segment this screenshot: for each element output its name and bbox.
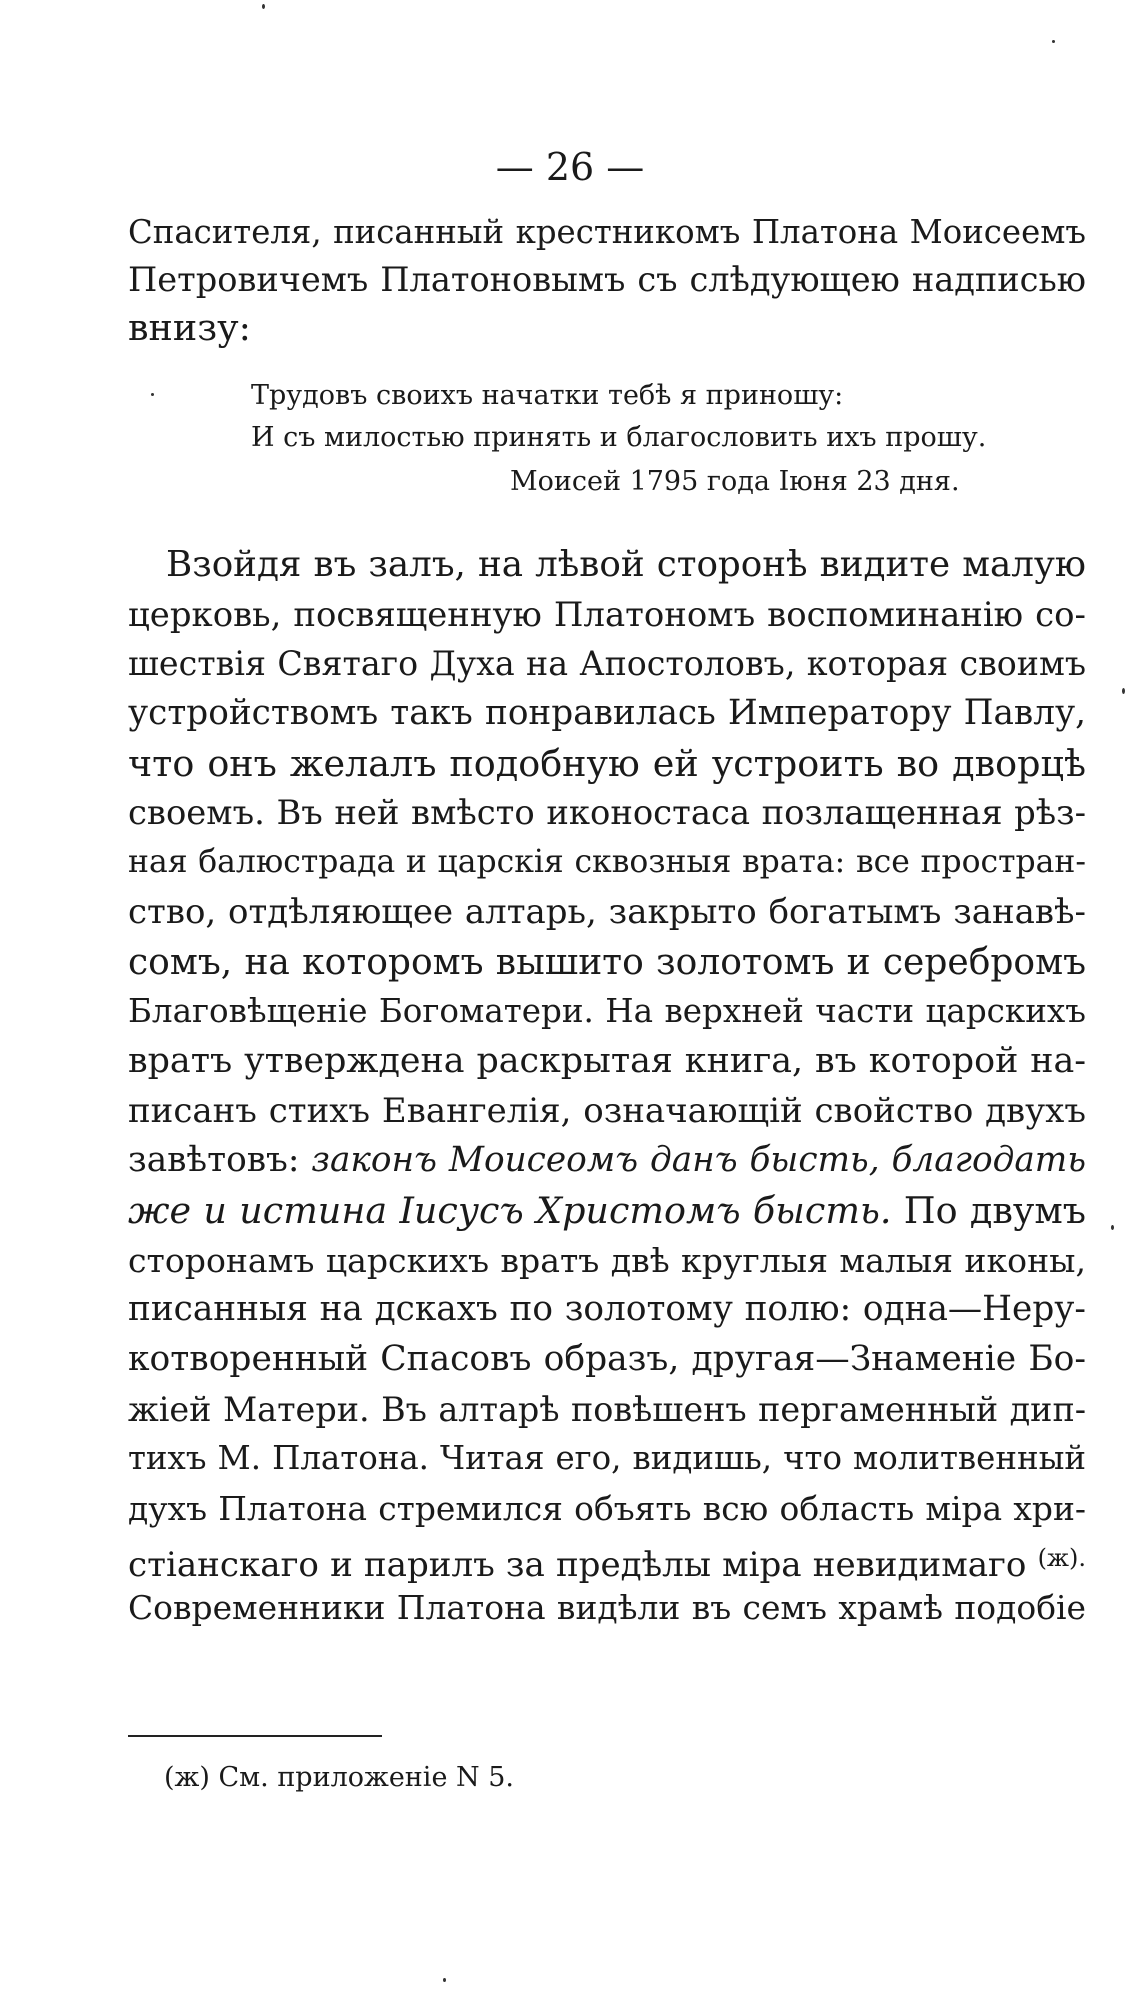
scan-speck: [262, 4, 265, 9]
text-line: Спасителя, писанный крестникомъ Платона Моисеемъ: [128, 213, 1086, 251]
text-line: Петровичемъ Платоновымъ съ слѣдующею надписью: [128, 260, 1086, 299]
scan-speck: [1122, 688, 1125, 694]
text-line: сомъ, на которомъ вышито золотомъ и серебромъ: [128, 941, 1086, 983]
text-line: писанныя на дскахъ по золотому полю: одна—Неру-: [128, 1289, 1086, 1330]
text-line: шествія Святаго Духа на Апостоловъ, которая своимъ: [128, 644, 1086, 684]
text-line: внизу:: [128, 306, 251, 349]
text-line-mixed: [128, 1136, 1086, 1186]
verse-line: И съ милостью принять и благословить ихъ прошу.: [251, 422, 987, 453]
scan-speck: [1052, 40, 1055, 43]
text-line: тихъ М. Платона. Читая его, видишь, что молитвенный: [128, 1439, 1086, 1478]
footnote-divider: [128, 1735, 382, 1737]
scan-speck: [1111, 1225, 1114, 1230]
text-line: своемъ. Въ ней вмѣсто иконостаса позлащенная рѣз-: [128, 793, 1086, 833]
italic-quote: законъ Моисеомъ данъ бысть, благодать: [311, 1140, 1086, 1181]
text-line: жіей Матери. Въ алтарѣ повѣшенъ пергаменный дип-: [128, 1389, 1086, 1429]
text-span: стіанскаго и парилъ за предѣлы міра невидимаго: [128, 1544, 1027, 1585]
scan-speck: [443, 1978, 446, 1982]
verse-line: Трудовъ своихъ начатки тебѣ я приношу:: [251, 380, 844, 411]
footnote-reference: (ж).: [1037, 1543, 1086, 1572]
footnote: (ж) См. приложеніе N 5.: [164, 1762, 514, 1793]
text-span: По двумъ: [891, 1188, 1086, 1232]
text-line: Современники Платона видѣли въ семъ храмѣ подобіе: [128, 1588, 1086, 1628]
text-line: Взойдя въ залъ, на лѣвой сторонѣ видите малую: [166, 544, 1086, 585]
text-line: Благовѣщеніе Богоматери. На верхней части царскихъ: [128, 992, 1086, 1031]
main-paragraph: [128, 540, 1086, 1633]
scan-speck: [151, 393, 154, 396]
text-line: церковь, посвященную Платономъ воспоминанію со-: [128, 594, 1086, 634]
text-line-mixed: [128, 1534, 1086, 1584]
text-line: котворенный Спасовъ образъ, другая—Знаменіе Бо-: [128, 1339, 1086, 1379]
text-line: сторонамъ царскихъ вратъ двѣ круглыя малыя иконы,: [128, 1240, 1086, 1280]
text-line: писанъ стихъ Евангелія, означающій свойство двухъ: [128, 1090, 1086, 1131]
text-line: духъ Платона стремился объять всю область міра хри-: [128, 1489, 1086, 1529]
text-line-mixed: [128, 1186, 1086, 1236]
text-line: устройствомъ такъ понравилась Императору Павлу,: [128, 693, 1086, 734]
italic-quote: же и истина Іисусъ Христомъ бысть.: [128, 1188, 892, 1232]
text-span: завѣтовъ:: [128, 1140, 312, 1181]
text-line: что онъ желалъ подобную ей устроить во дворцѣ: [128, 741, 1086, 785]
text-line: вратъ утверждена раскрытая книга, въ которой на-: [128, 1040, 1086, 1081]
intro-paragraph: [128, 208, 1086, 352]
text-line: ная балюстрада и царскія сквозныя врата: все простран-: [128, 844, 1086, 881]
text-line: ство, отдѣляющее алтарь, закрыто богатымъ занавѣ-: [128, 891, 1086, 932]
verse-signature: Моисей 1795 года Іюня 23 дня.: [510, 466, 960, 497]
page-number: — 26 —: [495, 145, 645, 189]
